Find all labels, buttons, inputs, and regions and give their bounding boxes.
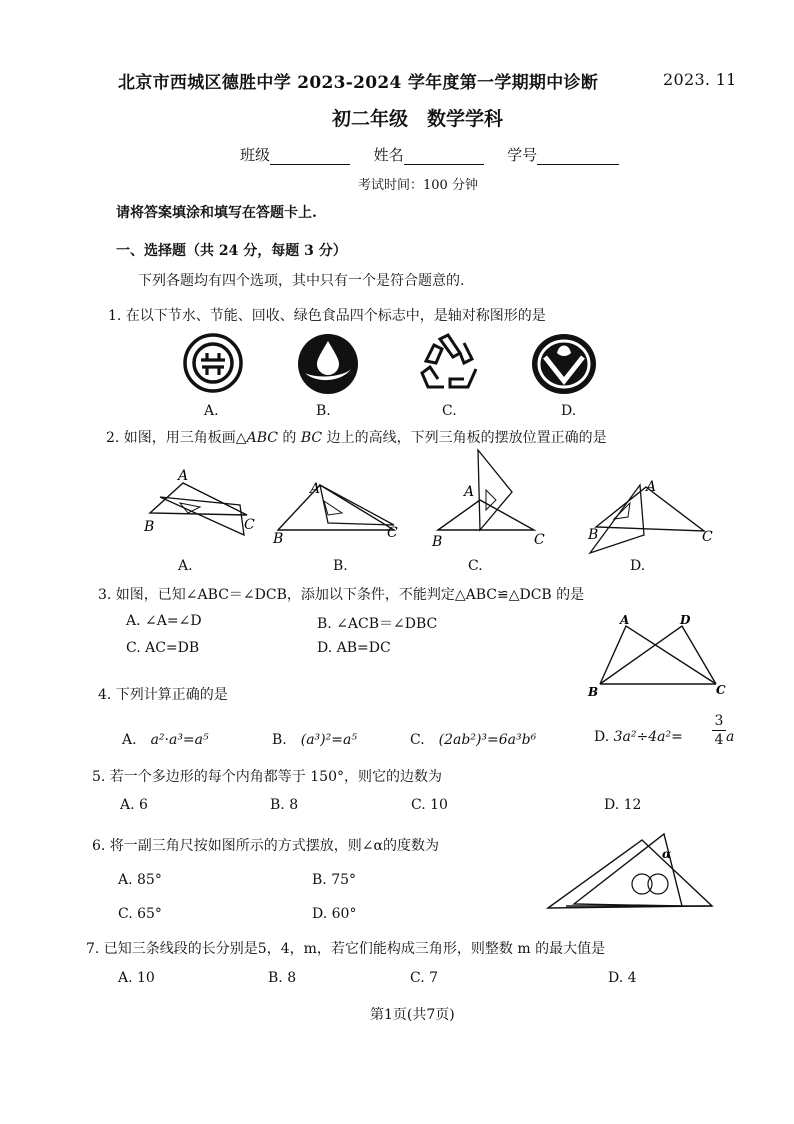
fraction-numerator: 3	[714, 713, 724, 729]
q3-option-d[interactable]: D. AB=DC	[317, 640, 391, 656]
section-note: 下列各题均有四个选项，其中只有一个是符合题意的.	[138, 273, 465, 289]
page-number: 第1页(共7页)	[370, 1007, 455, 1023]
fraction-variable: a	[726, 729, 735, 745]
q4-option-a[interactable]: A. a²·a³=a⁵	[122, 732, 209, 748]
name-field[interactable]	[404, 150, 484, 165]
time-note: 考试时间：100 分钟	[358, 178, 478, 193]
q2a-point-a: A	[178, 468, 189, 484]
q7-option-d[interactable]: D. 4	[608, 970, 637, 986]
section-heading: 一、选择题（共 24 分，每题 3 分）	[116, 243, 347, 259]
water-saving-logo	[183, 333, 243, 393]
q2d-point-a: A	[646, 479, 657, 495]
q3-point-b: B	[588, 685, 599, 699]
q1-option-d[interactable]: D.	[561, 403, 577, 419]
name-label: 姓名	[373, 146, 404, 164]
q2-figure-b	[272, 475, 402, 550]
instruction: 请将答案填涂和填写在答题卡上.	[116, 205, 317, 221]
q3-option-c[interactable]: C. AC=DB	[126, 640, 200, 656]
recycle-logo	[420, 333, 482, 393]
q5-option-b[interactable]: B. 8	[270, 797, 299, 813]
q1-option-b[interactable]: B.	[316, 403, 331, 419]
q6-option-d[interactable]: D. 60°	[312, 906, 357, 922]
q2a-point-c: C	[244, 517, 255, 533]
q7-option-a[interactable]: A. 10	[118, 970, 155, 986]
student-info-row	[240, 144, 619, 165]
q6-figure	[546, 830, 716, 915]
q2d-point-c: C	[702, 529, 713, 545]
question-4-stem: 4. 下列计算正确的是	[98, 687, 228, 703]
q4-option-b[interactable]: B. (a³)²=a⁵	[272, 732, 357, 748]
question-1-stem: 1. 在以下节水、节能、回收、绿色食品四个标志中，是轴对称图形的是	[108, 308, 546, 324]
q2b-point-c: C	[387, 525, 398, 541]
q4-option-c[interactable]: C. (2ab²)³=6a³b⁶	[410, 732, 537, 748]
q3-option-a[interactable]: A. ∠A=∠D	[126, 613, 202, 629]
q6-option-c[interactable]: C. 65°	[118, 906, 162, 922]
q2c-point-b: B	[432, 534, 443, 550]
q4-fraction	[712, 712, 726, 749]
q1-option-a[interactable]: A.	[204, 403, 219, 419]
q5-option-a[interactable]: A. 6	[120, 797, 148, 813]
question-6-stem: 6. 将一副三角尺按如图所示的方式摆放，则∠α的度数为	[92, 838, 439, 854]
q6-option-b[interactable]: B. 75°	[312, 872, 357, 888]
q3-figure	[586, 612, 731, 697]
q7-option-b[interactable]: B. 8	[268, 970, 297, 986]
q6-option-a[interactable]: A. 85°	[118, 872, 162, 888]
q3-option-b[interactable]: B. ∠ACB＝∠DBC	[317, 616, 438, 632]
q7-option-c[interactable]: C. 7	[410, 970, 439, 986]
q4-option-d[interactable]: D. 3a²÷4a²=	[594, 729, 683, 745]
q2-figure-a	[140, 465, 270, 545]
q6-alpha: α	[662, 847, 672, 861]
q2-option-b[interactable]: B.	[333, 558, 348, 574]
fraction-denominator: 4	[712, 730, 726, 749]
question-5-stem: 5. 若一个多边形的每个内角都等于 150°，则它的边数为	[92, 769, 442, 785]
question-3-stem: 3. 如图，已知∠ABC＝∠DCB，添加以下条件，不能判定△ABC≌△DCB 的是	[98, 587, 585, 603]
q2b-point-b: B	[273, 531, 284, 547]
q5-option-d[interactable]: D. 12	[604, 797, 642, 813]
q2c-point-a: A	[464, 484, 475, 500]
q2-figure-d	[584, 475, 714, 555]
q2b-point-a: A	[310, 481, 321, 497]
green-food-logo	[531, 333, 597, 395]
q1-option-c[interactable]: C.	[442, 403, 457, 419]
id-label: 学号	[507, 146, 538, 164]
question-2-stem: 2. 如图，用三角板画△ABC 的 BC 边上的高线，下列三角板的摆放位置正确的是	[106, 430, 607, 446]
q3-point-c: C	[716, 683, 726, 697]
exam-date: 2023. 11	[663, 70, 737, 89]
question-7-stem: 7. 已知三条线段的长分别是5，4，m，若它们能构成三角形，则整数 m 的最大值是	[86, 941, 606, 957]
energy-saving-logo	[297, 333, 359, 395]
q3-point-a: A	[620, 613, 630, 627]
q3-point-d: D	[680, 613, 691, 627]
class-field[interactable]	[270, 150, 350, 165]
class-label: 班级	[240, 146, 271, 164]
q2-option-d[interactable]: D.	[630, 558, 646, 574]
q5-option-c[interactable]: C. 10	[411, 797, 448, 813]
q2c-point-c: C	[534, 532, 545, 548]
q2d-point-b: B	[588, 527, 599, 543]
q2-figure-c	[430, 450, 560, 550]
q2-option-a[interactable]: A.	[178, 558, 193, 574]
page-subtitle: 初二年级 数学学科	[332, 108, 504, 130]
exam-title: 北京市西城区德胜中学 2023-2024 学年度第一学期期中诊断	[118, 73, 599, 93]
q2a-point-b: B	[144, 519, 155, 535]
id-field[interactable]	[537, 150, 619, 165]
q2-option-c[interactable]: C.	[468, 558, 483, 574]
